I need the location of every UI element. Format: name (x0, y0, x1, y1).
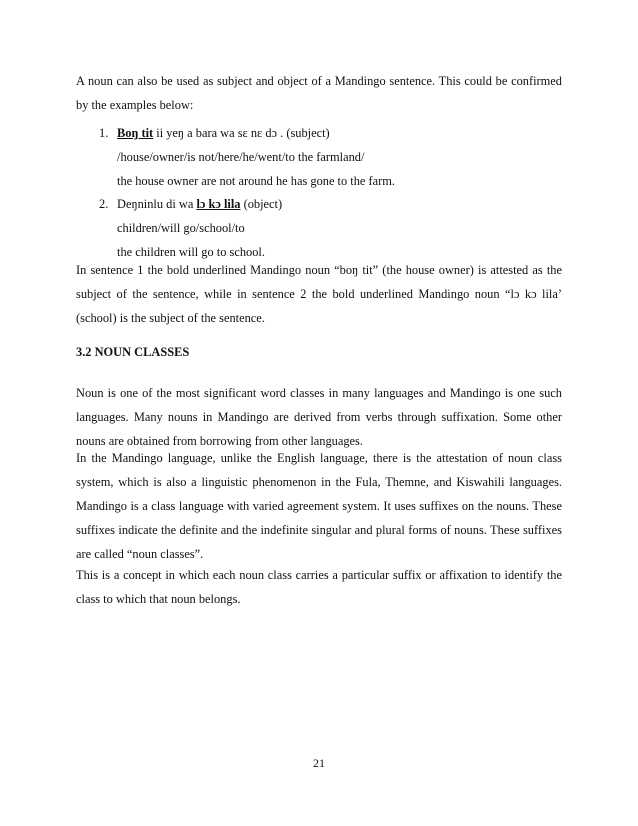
intro-paragraph: A noun can also be used as subject and object of a Mandingo sentence. This could be confirmed by the examples below: (76, 74, 562, 112)
example-2-rest: (object) (240, 197, 283, 211)
concept-paragraph: This is a concept in which each noun class carries a particular suffix or affixation to identify the class to which that noun belongs. (76, 568, 562, 606)
example-2-lead: Deŋninlu di wa (117, 197, 197, 211)
example-1-number: 1. (99, 126, 109, 140)
example-1-translation: the house owner are not around he has gone to the farm. (117, 174, 396, 188)
page-number: 21 (313, 756, 325, 770)
noun-class-paragraph: In the Mandingo language, unlike the English language, there is the attestation of noun class system, which is also a linguistic phenomenon in the Fula, Themne, and Kiswahili languages. Mandingo is a class language with varied agreement system. It uses suffixes on the nouns. These suffixes indicate the definite and the indefinite singular and plural forms of nouns. These suffixes are called “noun classes”. (76, 451, 562, 561)
example-1-gloss: /house/owner/is not/here/he/went/to the farmland/ (117, 150, 365, 164)
example-1-highlight: Boŋ tit (117, 126, 154, 140)
section-heading: 3.2 NOUN CLASSES (76, 345, 190, 359)
example-2-translation: the children will go to school. (117, 245, 265, 259)
example-2-highlight: lɔ kɔ lila (196, 197, 241, 211)
noun-paragraph: Noun is one of the most significant word classes in many languages and Mandingo is one such languages. Many nouns in Mandingo are derived from verbs through suffixation. Some other nouns are obtained from borrowing from other languages. (76, 386, 562, 448)
example-2-number: 2. (99, 197, 109, 211)
explanation-paragraph: In sentence 1 the bold underlined Mandingo noun “boŋ tit” (the house owner) is attested as the subject of the sentence, while in sentence 2 the bold underlined Mandingo noun “lɔ kɔ lila’ (school) is the subject of the sentence. (76, 263, 562, 325)
example-1-sentence (99, 121, 330, 145)
example-1-rest: ii yeŋ a bara wa sɛ nɛ dɔ . (subject) (153, 126, 330, 140)
example-2-sentence (99, 192, 282, 216)
example-2-gloss: children/will go/school/to (117, 221, 245, 235)
